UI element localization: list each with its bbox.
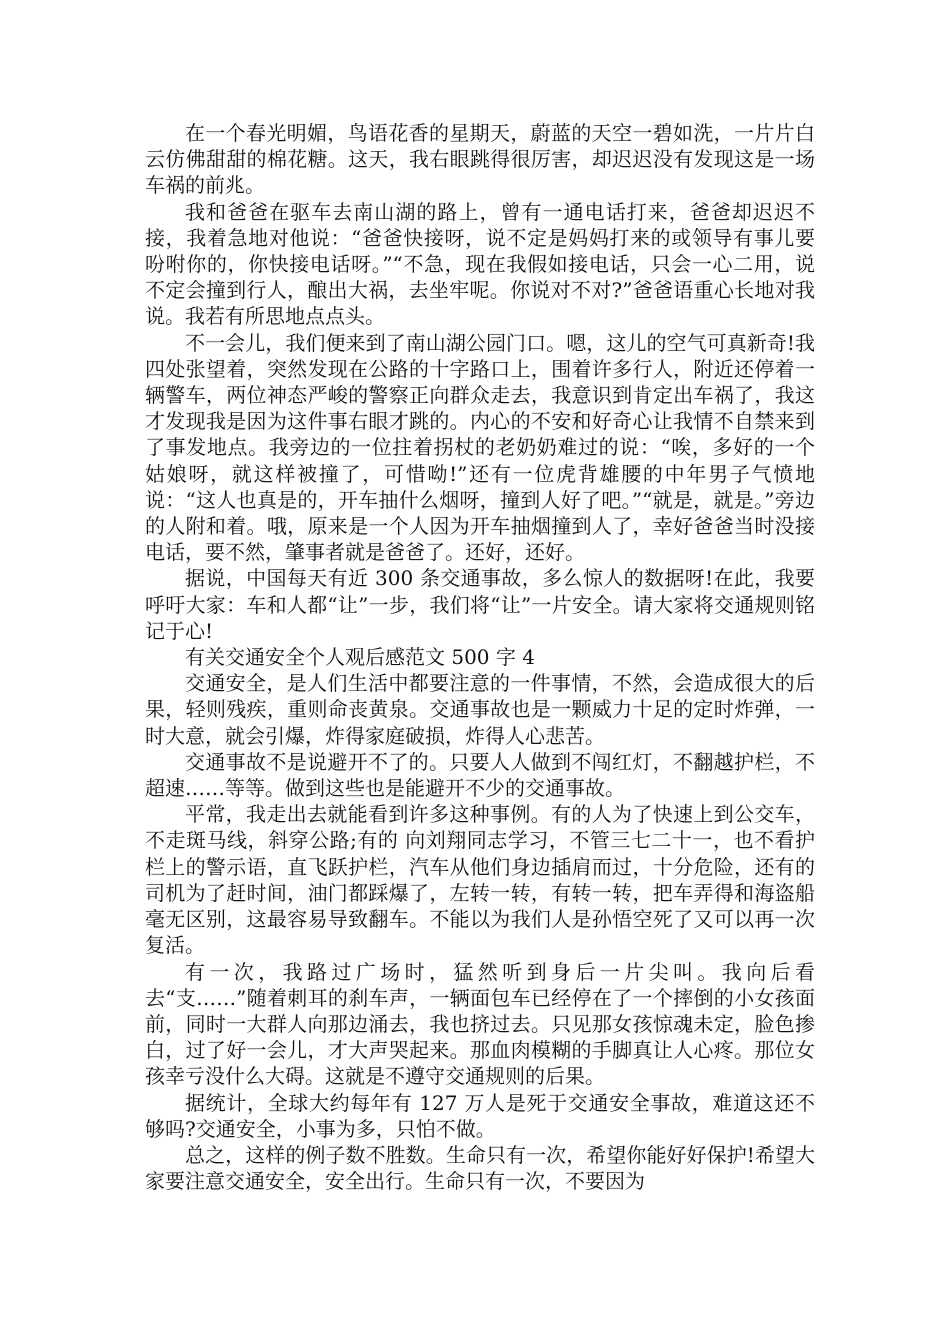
paragraph-9: 据统计，全球大约每年有 127 万人是死于交通安全事故，难道这还不够吗?交通安全，小事为多，只怕不做。 [145,1090,815,1141]
paragraph-8: 有一次，我路过广场时，猛然听到身后一片尖叫。我向后看去“支……”随着刺耳的刹车声，一辆面包车已经停在了一个摔倒的小女孩面前，同时一大群人向那边涌去，我也挤过去。只见那女孩惊魂未定，脸色掺白，过了好一会儿，才大声哭起来。那血肉模糊的手脚真让人心疼。那位女孩幸亏没什么大碍。这就是不遵守交通规则的后果。 [145,959,815,1089]
paragraph-10: 总之，这样的例子数不胜数。生命只有一次，希望你能好好保护!希望大家要注意交通安全，安全出行。生命只有一次，不要因为 [145,1142,815,1194]
paragraph-3: 不一会儿，我们便来到了南山湖公园门口。嗯，这儿的空气可真新奇!我四处张望着，突然发现在公路的十字路口上，围着许多行人，附近还停着一辆警车，两位神态严峻的警察正向群众走去，我意识到肯定出车祸了，我这才发现我是因为这件事右眼才跳的。内心的不安和好奇心让我情不自禁来到了事发地点。我旁边的一位拄着拐杖的老奶奶难过的说：“唉，多好的一个姑娘呀，就这样被撞了，可惜呦!”还有一位虎背雄腰的中年男子气愤地说：“这人也真是的，开车抽什么烟呀，撞到人好了吧。”“就是，就是。”旁边的人附和着。哦，原来是一个人因为开车抽烟撞到人了，幸好爸爸当时没接电话，要不然，肇事者就是爸爸了。还好，还好。 [145,330,815,565]
paragraph-4: 据说，中国每天有近 300 条交通事故，多么惊人的数据呀!在此，我要呼吁大家：车和人都“让”一步，我们将“让”一片安全。请大家将交通规则铭记于心! [145,566,815,643]
paragraph-7: 平常，我走出去就能看到许多这种事例。有的人为了快速上到公交车，不走斑马线，斜穿公路;有的 向刘翔同志学习，不管三七二十一，也不看护栏上的警示语，直飞跃护栏，汽车从他们身边插肩而过，十分危险，还有的司机为了赶时间，油门都踩爆了，左转一转，有转一转，把车弄得和海盗船毫无区别，这最容易导致翻车。不能以为我们人是孙悟空死了又可以再一次复活。 [145,802,815,958]
paragraph-6: 交通事故不是说避开不了的。只要人人做到不闯红灯，不翻越护栏，不超速……等等。做到这些也是能避开不少的交通事故。 [145,749,815,801]
document-body [145,120,815,1194]
paragraph-1: 在一个春光明媚，鸟语花香的星期天，蔚蓝的天空一碧如洗，一片片白云仿佛甜甜的棉花糖。这天，我右眼跳得很厉害，却迟迟没有发现这是一场车祸的前兆。 [145,121,815,198]
paragraph-2: 我和爸爸在驱车去南山湖的路上，曾有一通电话打来，爸爸却迟迟不接，我着急地对他说：“爸爸快接呀，说不定是妈妈打来的或领导有事儿要吩咐你的，你快接电话呀。”“不急，现在我假如接电话，只会一心二用，说不定会撞到行人，酿出大祸，去坐牢呢。你说对不对?”爸爸语重心长地对我说。我若有所思地点点头。 [145,199,815,329]
section-heading: 有关交通安全个人观后感范文 500 字 4 [185,645,535,670]
paragraph-5: 交通安全，是人们生活中都要注意的一件事情，不然，会造成很大的后果，轻则残疾，重则命丧黄泉。交通事故也是一颗威力十足的定时炸弹，一时大意，就会引爆，炸得家庭破损，炸得人心悲苦。 [145,671,815,748]
